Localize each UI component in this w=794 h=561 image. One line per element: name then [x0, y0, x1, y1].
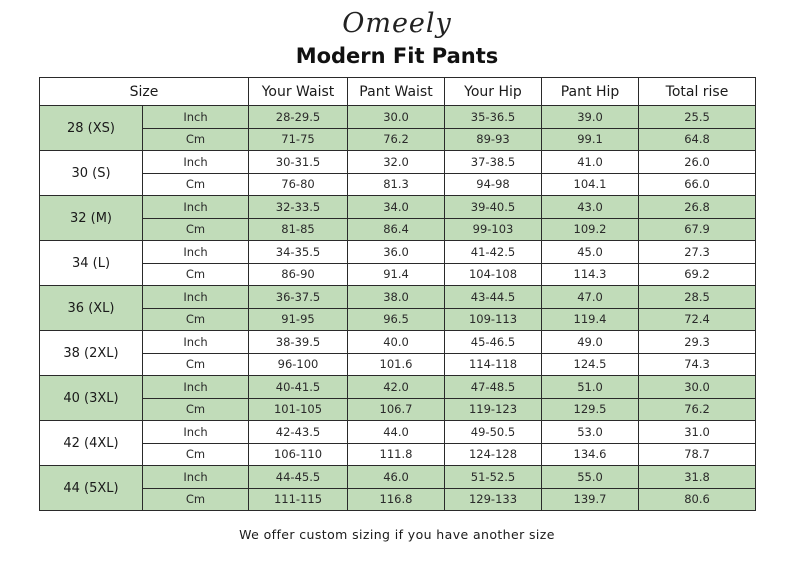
- size-label: 36 (XL): [40, 286, 143, 331]
- total-rise-cell: 31.0: [639, 421, 756, 444]
- header-row: [40, 78, 756, 106]
- unit-label: Inch: [143, 196, 249, 219]
- pant-hip-cell: 104.1: [542, 173, 639, 196]
- pant-waist-cell: 30.0: [348, 106, 445, 129]
- pant-waist-cell: 42.0: [348, 376, 445, 399]
- your-hip-cell: 124-128: [445, 443, 542, 466]
- your-hip-cell: 51-52.5: [445, 466, 542, 489]
- your-hip-cell: 37-38.5: [445, 151, 542, 174]
- header-your-waist: Your Waist: [249, 78, 348, 106]
- table-row: [40, 173, 756, 196]
- your-hip-cell: 109-113: [445, 308, 542, 331]
- pant-hip-cell: 55.0: [542, 466, 639, 489]
- your-hip-cell: 99-103: [445, 218, 542, 241]
- your-hip-cell: 49-50.5: [445, 421, 542, 444]
- pant-waist-cell: 111.8: [348, 443, 445, 466]
- pant-hip-cell: 47.0: [542, 286, 639, 309]
- pant-hip-cell: 41.0: [542, 151, 639, 174]
- your-waist-cell: 36-37.5: [249, 286, 348, 309]
- pant-hip-cell: 134.6: [542, 443, 639, 466]
- your-waist-cell: 111-115: [249, 488, 348, 511]
- table-row: [40, 286, 756, 309]
- unit-label: Inch: [143, 331, 249, 354]
- your-waist-cell: 28-29.5: [249, 106, 348, 129]
- unit-label: Cm: [143, 128, 249, 151]
- pant-waist-cell: 40.0: [348, 331, 445, 354]
- total-rise-cell: 69.2: [639, 263, 756, 286]
- unit-label: Cm: [143, 488, 249, 511]
- pant-waist-cell: 34.0: [348, 196, 445, 219]
- total-rise-cell: 78.7: [639, 443, 756, 466]
- total-rise-cell: 72.4: [639, 308, 756, 331]
- your-hip-cell: 89-93: [445, 128, 542, 151]
- your-waist-cell: 81-85: [249, 218, 348, 241]
- size-label: 32 (M): [40, 196, 143, 241]
- pant-hip-cell: 45.0: [542, 241, 639, 264]
- table-row: [40, 466, 756, 489]
- unit-label: Inch: [143, 151, 249, 174]
- your-waist-cell: 101-105: [249, 398, 348, 421]
- table-row: [40, 398, 756, 421]
- your-hip-cell: 129-133: [445, 488, 542, 511]
- table-row: [40, 218, 756, 241]
- pant-waist-cell: 38.0: [348, 286, 445, 309]
- size-label: 38 (2XL): [40, 331, 143, 376]
- header-your-hip: Your Hip: [445, 78, 542, 106]
- pant-waist-cell: 44.0: [348, 421, 445, 444]
- table-row: [40, 421, 756, 444]
- your-waist-cell: 30-31.5: [249, 151, 348, 174]
- pant-hip-cell: 109.2: [542, 218, 639, 241]
- size-label: 28 (XS): [40, 106, 143, 151]
- pant-hip-cell: 51.0: [542, 376, 639, 399]
- your-waist-cell: 91-95: [249, 308, 348, 331]
- header-size: Size: [40, 78, 249, 106]
- size-label: 42 (4XL): [40, 421, 143, 466]
- your-waist-cell: 71-75: [249, 128, 348, 151]
- header-pant-hip: Pant Hip: [542, 78, 639, 106]
- size-label: 40 (3XL): [40, 376, 143, 421]
- total-rise-cell: 26.0: [639, 151, 756, 174]
- your-hip-cell: 94-98: [445, 173, 542, 196]
- total-rise-cell: 66.0: [639, 173, 756, 196]
- pant-waist-cell: 91.4: [348, 263, 445, 286]
- unit-label: Inch: [143, 106, 249, 129]
- table-row: [40, 488, 756, 511]
- pant-waist-cell: 106.7: [348, 398, 445, 421]
- unit-label: Cm: [143, 308, 249, 331]
- total-rise-cell: 25.5: [639, 106, 756, 129]
- pant-hip-cell: 43.0: [542, 196, 639, 219]
- pant-hip-cell: 114.3: [542, 263, 639, 286]
- your-waist-cell: 42-43.5: [249, 421, 348, 444]
- pant-waist-cell: 76.2: [348, 128, 445, 151]
- table-row: [40, 196, 756, 219]
- brand-logo: Omeely: [342, 8, 452, 39]
- your-waist-cell: 34-35.5: [249, 241, 348, 264]
- pant-waist-cell: 81.3: [348, 173, 445, 196]
- table-row: [40, 128, 756, 151]
- pant-waist-cell: 36.0: [348, 241, 445, 264]
- table-row: [40, 331, 756, 354]
- total-rise-cell: 29.3: [639, 331, 756, 354]
- table-row: [40, 443, 756, 466]
- your-hip-cell: 104-108: [445, 263, 542, 286]
- size-label: 44 (5XL): [40, 466, 143, 511]
- unit-label: Cm: [143, 353, 249, 376]
- table-row: [40, 353, 756, 376]
- your-hip-cell: 119-123: [445, 398, 542, 421]
- table-row: [40, 106, 756, 129]
- unit-label: Inch: [143, 466, 249, 489]
- size-chart-body: [40, 106, 756, 511]
- pant-hip-cell: 124.5: [542, 353, 639, 376]
- total-rise-cell: 31.8: [639, 466, 756, 489]
- total-rise-cell: 26.8: [639, 196, 756, 219]
- your-waist-cell: 106-110: [249, 443, 348, 466]
- size-chart-table: [39, 77, 756, 511]
- your-waist-cell: 32-33.5: [249, 196, 348, 219]
- your-waist-cell: 76-80: [249, 173, 348, 196]
- pant-waist-cell: 116.8: [348, 488, 445, 511]
- your-hip-cell: 43-44.5: [445, 286, 542, 309]
- total-rise-cell: 80.6: [639, 488, 756, 511]
- table-row: [40, 376, 756, 399]
- your-hip-cell: 114-118: [445, 353, 542, 376]
- pant-hip-cell: 129.5: [542, 398, 639, 421]
- your-hip-cell: 41-42.5: [445, 241, 542, 264]
- page-title: Modern Fit Pants: [295, 44, 499, 68]
- pant-waist-cell: 86.4: [348, 218, 445, 241]
- pant-hip-cell: 119.4: [542, 308, 639, 331]
- custom-sizing-note: We offer custom sizing if you have another size: [239, 527, 555, 542]
- pant-waist-cell: 46.0: [348, 466, 445, 489]
- your-waist-cell: 86-90: [249, 263, 348, 286]
- unit-label: Cm: [143, 443, 249, 466]
- table-row: [40, 241, 756, 264]
- total-rise-cell: 28.5: [639, 286, 756, 309]
- pant-waist-cell: 32.0: [348, 151, 445, 174]
- unit-label: Cm: [143, 398, 249, 421]
- table-row: [40, 263, 756, 286]
- unit-label: Inch: [143, 376, 249, 399]
- pant-waist-cell: 96.5: [348, 308, 445, 331]
- unit-label: Inch: [143, 241, 249, 264]
- your-hip-cell: 47-48.5: [445, 376, 542, 399]
- total-rise-cell: 76.2: [639, 398, 756, 421]
- pant-hip-cell: 139.7: [542, 488, 639, 511]
- unit-label: Inch: [143, 286, 249, 309]
- unit-label: Cm: [143, 218, 249, 241]
- table-row: [40, 151, 756, 174]
- total-rise-cell: 27.3: [639, 241, 756, 264]
- size-label: 30 (S): [40, 151, 143, 196]
- your-waist-cell: 44-45.5: [249, 466, 348, 489]
- pant-hip-cell: 99.1: [542, 128, 639, 151]
- your-waist-cell: 38-39.5: [249, 331, 348, 354]
- your-hip-cell: 39-40.5: [445, 196, 542, 219]
- total-rise-cell: 64.8: [639, 128, 756, 151]
- your-hip-cell: 35-36.5: [445, 106, 542, 129]
- total-rise-cell: 30.0: [639, 376, 756, 399]
- your-hip-cell: 45-46.5: [445, 331, 542, 354]
- pant-hip-cell: 49.0: [542, 331, 639, 354]
- header-total-rise: Total rise: [639, 78, 756, 106]
- table-row: [40, 308, 756, 331]
- your-waist-cell: 40-41.5: [249, 376, 348, 399]
- unit-label: Cm: [143, 173, 249, 196]
- pant-waist-cell: 101.6: [348, 353, 445, 376]
- total-rise-cell: 67.9: [639, 218, 756, 241]
- unit-label: Inch: [143, 421, 249, 444]
- pant-hip-cell: 39.0: [542, 106, 639, 129]
- size-label: 34 (L): [40, 241, 143, 286]
- total-rise-cell: 74.3: [639, 353, 756, 376]
- your-waist-cell: 96-100: [249, 353, 348, 376]
- pant-hip-cell: 53.0: [542, 421, 639, 444]
- unit-label: Cm: [143, 263, 249, 286]
- header-pant-waist: Pant Waist: [348, 78, 445, 106]
